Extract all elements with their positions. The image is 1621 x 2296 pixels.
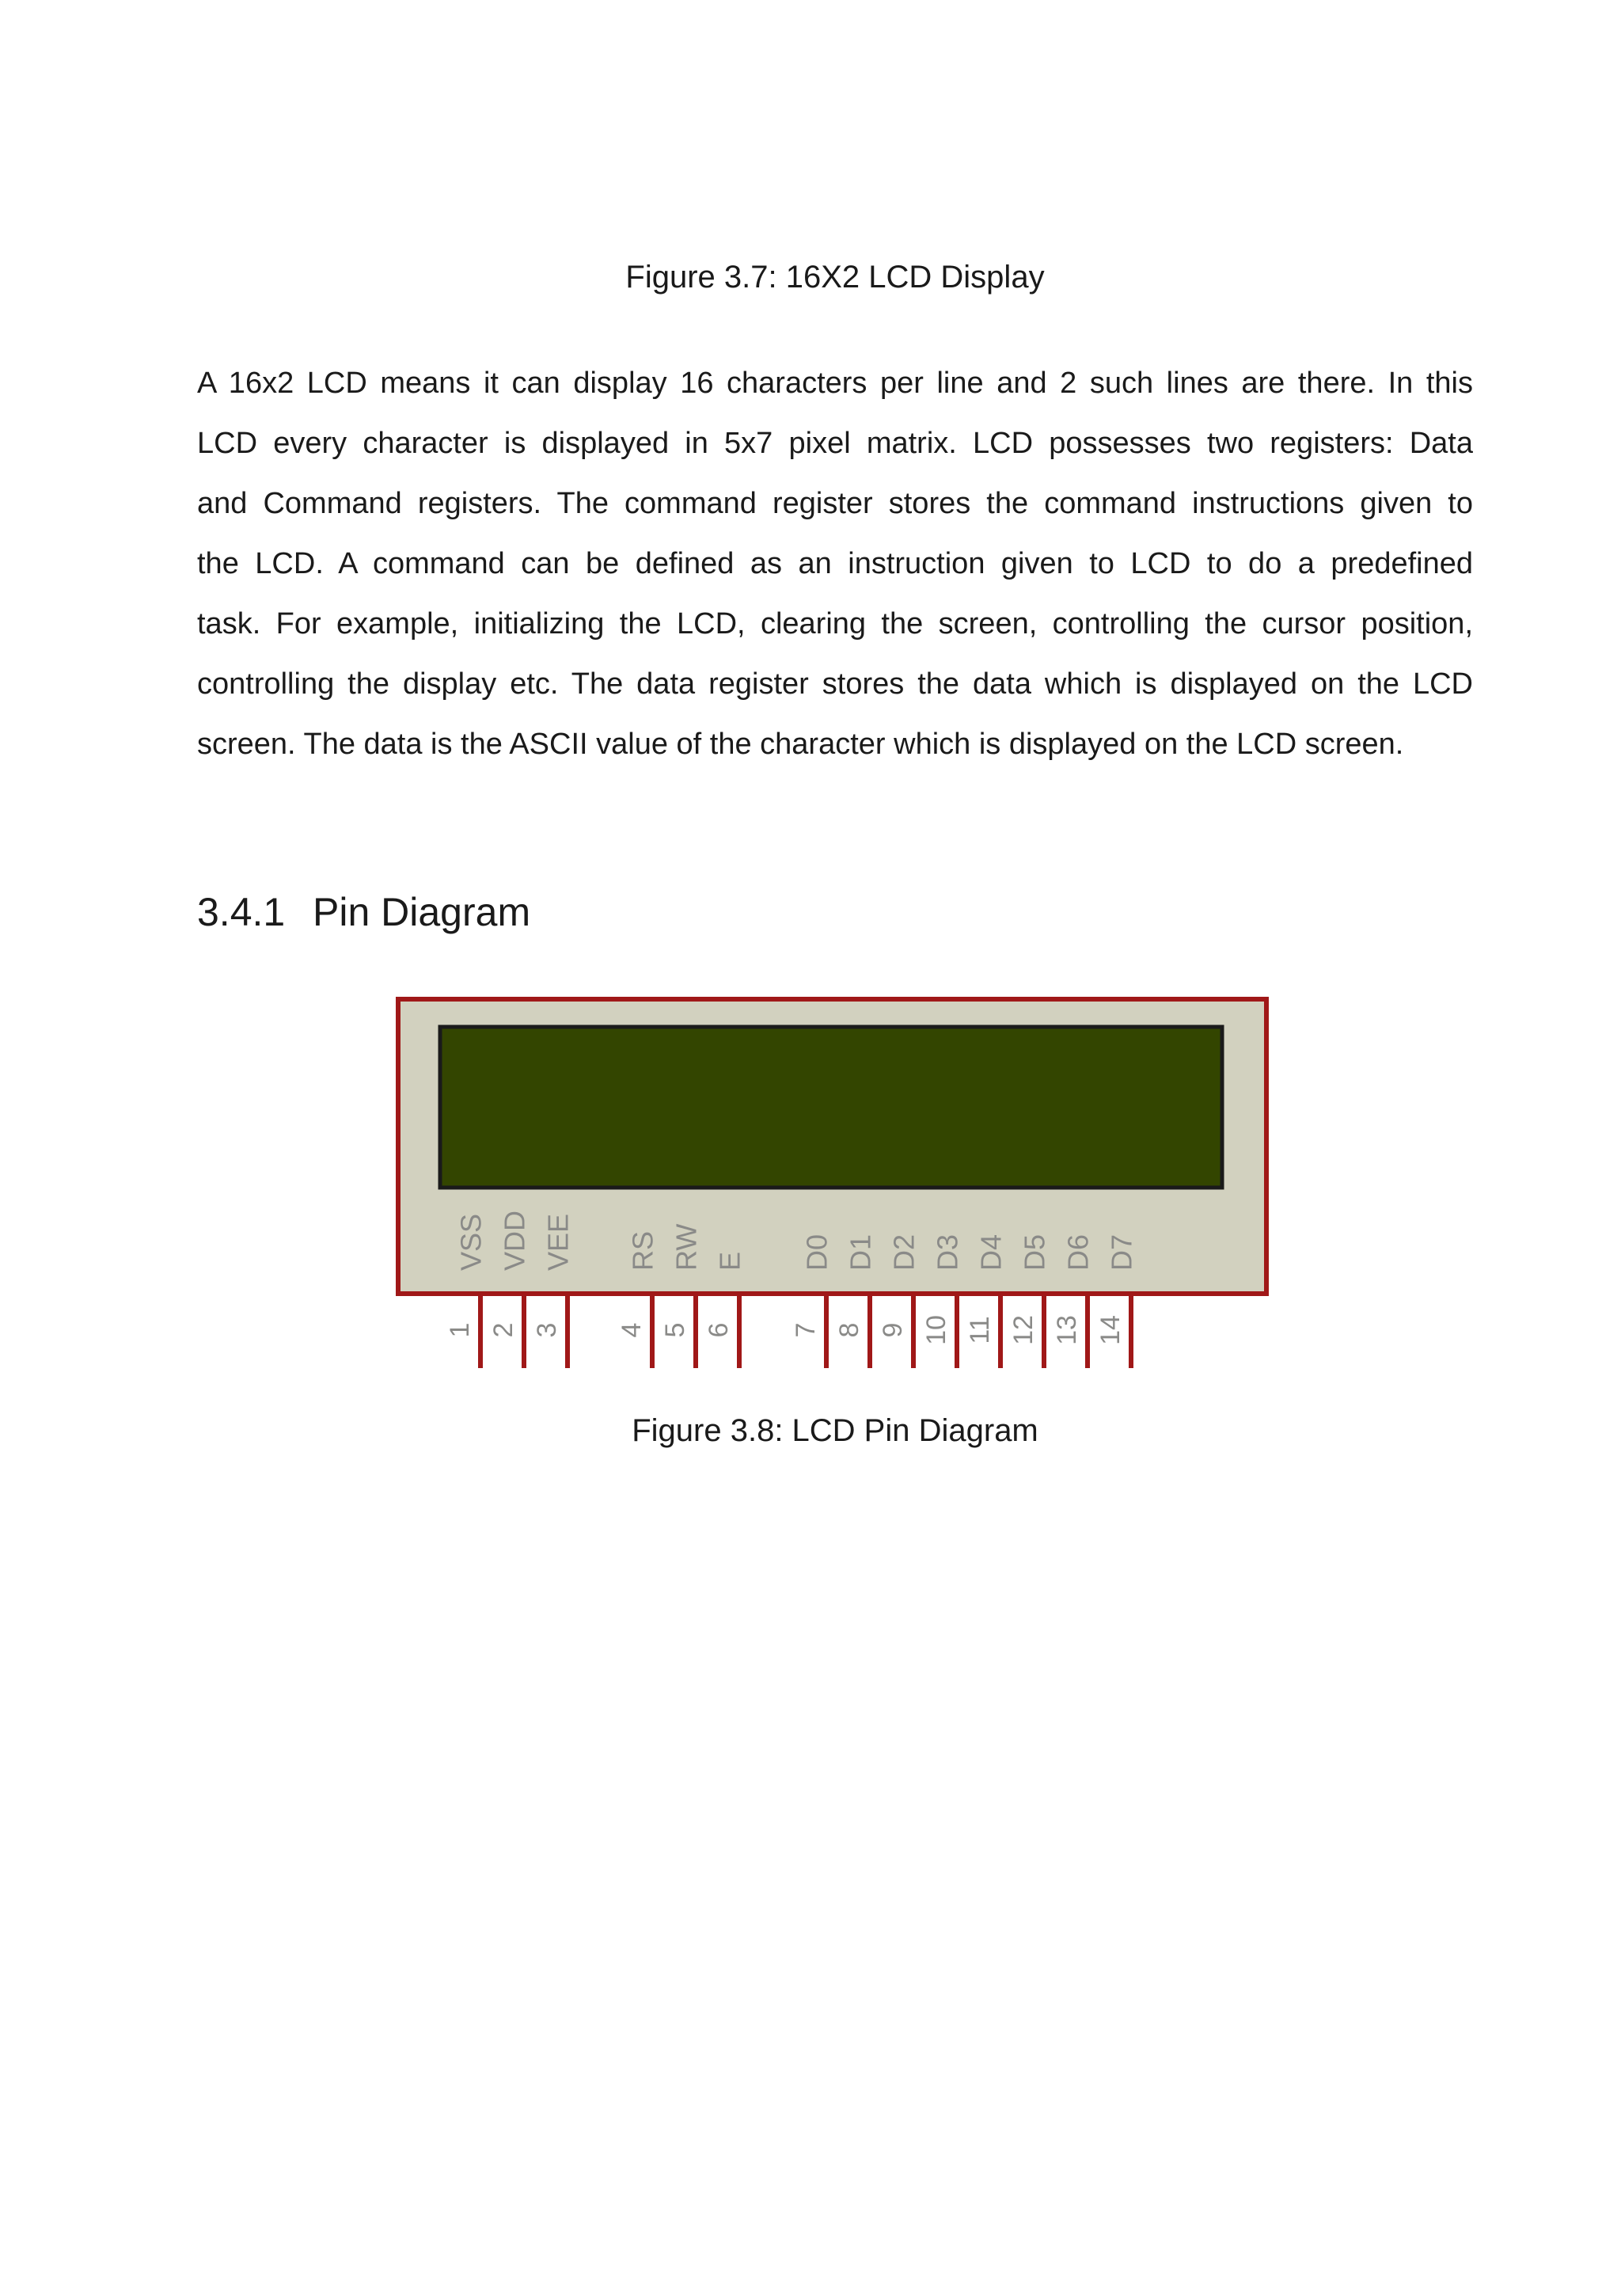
- pin-number-label: 12: [1008, 1315, 1038, 1345]
- pin-name-label: RS: [626, 1230, 659, 1271]
- paragraph-line: the LCD. A command can be defined as an instruction given to LCD to do a predefined: [197, 547, 1473, 580]
- lcd-diagram-svg: [392, 990, 1286, 1386]
- pin-number-label: 6: [704, 1322, 734, 1338]
- pin-number-label: 8: [834, 1322, 864, 1338]
- figure-caption-lcd-pin-diagram: Figure 3.8: LCD Pin Diagram: [632, 1413, 1038, 1448]
- pin-number-label: 11: [965, 1316, 995, 1344]
- section-heading: [197, 888, 530, 936]
- paragraph-line: screen. The data is the ASCII value of the character which is displayed on the LCD screen.: [197, 728, 1404, 761]
- lcd-pin-diagram: [392, 990, 1286, 1386]
- figure-caption-lcd-display: Figure 3.7: 16X2 LCD Display: [625, 260, 1045, 295]
- pin-number-label: 13: [1052, 1315, 1082, 1345]
- pin-number-label: 10: [921, 1315, 951, 1345]
- pin-name-label: VEE: [541, 1213, 575, 1271]
- pin-number-label: 2: [488, 1322, 518, 1338]
- pin-name-label: D5: [1018, 1234, 1051, 1271]
- pin-name-label: VSS: [454, 1213, 488, 1271]
- body-paragraph: [197, 364, 1473, 785]
- paragraph-line: A 16x2 LCD means it can display 16 characters per line and 2 such lines are there. In this: [197, 367, 1473, 400]
- paragraph-line: and Command registers. The command register stores the command instructions given to: [197, 487, 1473, 520]
- pin-number-label: 4: [617, 1322, 647, 1338]
- section-title: Pin Diagram: [313, 890, 531, 934]
- section-number: 3.4.1: [197, 890, 286, 934]
- paragraph-line: controlling the display etc. The data register stores the data which is displayed on the LCD: [197, 667, 1473, 701]
- pin-number-label: 14: [1095, 1315, 1126, 1345]
- paragraph-line: LCD every character is displayed in 5x7 pixel matrix. LCD possesses two registers: Data: [197, 427, 1473, 460]
- pin-number-label: 5: [660, 1322, 690, 1338]
- pin-name-label: VDD: [498, 1210, 531, 1271]
- lcd-screen: [440, 1027, 1222, 1188]
- pin-number-label: 9: [878, 1322, 908, 1338]
- pin-number-label: 7: [791, 1322, 821, 1338]
- pin-name-label: D0: [800, 1234, 833, 1271]
- paragraph-line: task. For example, initializing the LCD, clearing the screen, controlling the cursor position,: [197, 607, 1473, 641]
- pin-name-label: D3: [931, 1234, 964, 1271]
- pin-name-label: E: [713, 1251, 746, 1271]
- pin-number-label: 3: [532, 1322, 562, 1338]
- pin-name-label: RW: [670, 1223, 703, 1271]
- pin-number-label: 1: [445, 1322, 475, 1338]
- pin-name-label: D2: [887, 1234, 921, 1271]
- pin-name-label: D7: [1105, 1234, 1138, 1271]
- pin-name-label: D4: [974, 1234, 1008, 1271]
- pin-name-label: D6: [1061, 1234, 1095, 1271]
- pin-name-label: D1: [844, 1234, 877, 1271]
